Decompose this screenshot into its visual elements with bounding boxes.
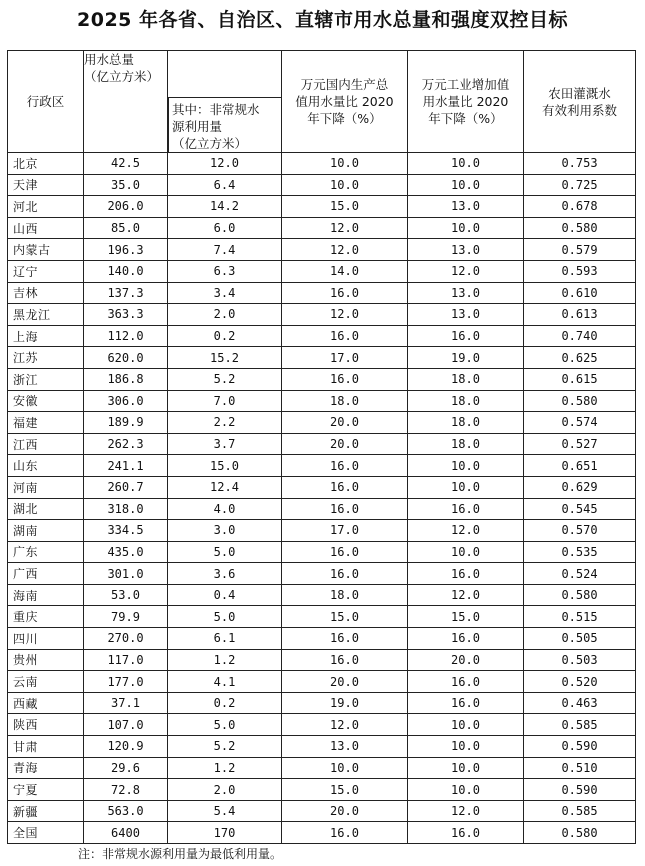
cell-irrigation-coefficient: 0.615 bbox=[524, 368, 636, 390]
cell-industry-reduction: 16.0 bbox=[408, 822, 524, 844]
cell-industry-reduction: 16.0 bbox=[408, 692, 524, 714]
cell-region: 湖北 bbox=[8, 498, 84, 520]
table-row bbox=[8, 347, 636, 369]
cell-nonconventional-water: 2.0 bbox=[168, 304, 282, 326]
table-row bbox=[8, 153, 636, 175]
header-irr-line2: 有效利用系数 bbox=[541, 102, 617, 118]
cell-region: 河南 bbox=[8, 476, 84, 498]
cell-nonconventional-water: 1.2 bbox=[168, 757, 282, 779]
page-title: 2025 年各省、自治区、直辖市用水总量和强度双控目标 bbox=[77, 9, 568, 31]
table-header-row bbox=[8, 51, 636, 153]
cell-nonconventional-water: 3.4 bbox=[168, 282, 282, 304]
cell-nonconventional-water: 15.0 bbox=[168, 455, 282, 477]
header-total-water bbox=[84, 51, 168, 153]
cell-total-water: 112.0 bbox=[84, 325, 168, 347]
cell-region: 山东 bbox=[8, 455, 84, 477]
cell-irrigation-coefficient: 0.678 bbox=[524, 196, 636, 218]
cell-industry-reduction: 13.0 bbox=[408, 239, 524, 261]
cell-irrigation-coefficient: 0.503 bbox=[524, 649, 636, 671]
cell-industry-reduction: 18.0 bbox=[408, 368, 524, 390]
cell-irrigation-coefficient: 0.610 bbox=[524, 282, 636, 304]
cell-total-water: 137.3 bbox=[84, 282, 168, 304]
cell-industry-reduction: 15.0 bbox=[408, 606, 524, 628]
cell-industry-reduction: 10.0 bbox=[408, 736, 524, 758]
table-row bbox=[8, 628, 636, 650]
cell-industry-reduction: 18.0 bbox=[408, 390, 524, 412]
cell-nonconventional-water: 6.4 bbox=[168, 174, 282, 196]
cell-gdp-reduction: 12.0 bbox=[282, 217, 408, 239]
cell-region: 甘肃 bbox=[8, 736, 84, 758]
cell-nonconventional-water: 0.2 bbox=[168, 692, 282, 714]
cell-industry-reduction: 12.0 bbox=[408, 260, 524, 282]
table-row bbox=[8, 239, 636, 261]
cell-gdp-reduction: 15.0 bbox=[282, 196, 408, 218]
cell-gdp-reduction: 16.0 bbox=[282, 628, 408, 650]
cell-industry-reduction: 16.0 bbox=[408, 628, 524, 650]
cell-region: 海南 bbox=[8, 584, 84, 606]
cell-industry-reduction: 10.0 bbox=[408, 476, 524, 498]
cell-irrigation-coefficient: 0.527 bbox=[524, 433, 636, 455]
cell-nonconventional-water: 0.4 bbox=[168, 584, 282, 606]
cell-total-water: 189.9 bbox=[84, 412, 168, 434]
cell-total-water: 35.0 bbox=[84, 174, 168, 196]
cell-nonconventional-water: 5.0 bbox=[168, 541, 282, 563]
cell-total-water: 435.0 bbox=[84, 541, 168, 563]
table-row bbox=[8, 757, 636, 779]
cell-total-water: 117.0 bbox=[84, 649, 168, 671]
cell-gdp-reduction: 12.0 bbox=[282, 239, 408, 261]
header-nonconv-line3: （亿立方米） bbox=[172, 136, 248, 151]
header-nonconv-line1: 其中：非常规水 bbox=[172, 102, 260, 117]
table-row bbox=[8, 649, 636, 671]
cell-gdp-reduction: 16.0 bbox=[282, 822, 408, 844]
cell-gdp-reduction: 16.0 bbox=[282, 476, 408, 498]
table-row bbox=[8, 563, 636, 585]
cell-irrigation-coefficient: 0.545 bbox=[524, 498, 636, 520]
cell-gdp-reduction: 16.0 bbox=[282, 541, 408, 563]
cell-region: 宁夏 bbox=[8, 779, 84, 801]
cell-irrigation-coefficient: 0.629 bbox=[524, 476, 636, 498]
cell-gdp-reduction: 12.0 bbox=[282, 304, 408, 326]
cell-irrigation-coefficient: 0.580 bbox=[524, 822, 636, 844]
cell-region: 福建 bbox=[8, 412, 84, 434]
table-row bbox=[8, 714, 636, 736]
cell-total-water: 306.0 bbox=[84, 390, 168, 412]
table-row bbox=[8, 498, 636, 520]
cell-nonconventional-water: 0.2 bbox=[168, 325, 282, 347]
cell-industry-reduction: 12.0 bbox=[408, 520, 524, 542]
cell-industry-reduction: 10.0 bbox=[408, 174, 524, 196]
cell-industry-reduction: 16.0 bbox=[408, 325, 524, 347]
cell-gdp-reduction: 20.0 bbox=[282, 433, 408, 455]
cell-nonconventional-water: 4.1 bbox=[168, 671, 282, 693]
cell-gdp-reduction: 19.0 bbox=[282, 692, 408, 714]
cell-gdp-reduction: 18.0 bbox=[282, 584, 408, 606]
cell-gdp-reduction: 13.0 bbox=[282, 736, 408, 758]
cell-region: 江西 bbox=[8, 433, 84, 455]
table-row bbox=[8, 217, 636, 239]
cell-total-water: 37.1 bbox=[84, 692, 168, 714]
cell-gdp-reduction: 16.0 bbox=[282, 368, 408, 390]
cell-gdp-reduction: 17.0 bbox=[282, 347, 408, 369]
cell-nonconventional-water: 3.0 bbox=[168, 520, 282, 542]
cell-gdp-reduction: 16.0 bbox=[282, 325, 408, 347]
table-row bbox=[8, 455, 636, 477]
cell-irrigation-coefficient: 0.510 bbox=[524, 757, 636, 779]
cell-gdp-reduction: 16.0 bbox=[282, 649, 408, 671]
cell-nonconventional-water: 2.2 bbox=[168, 412, 282, 434]
cell-total-water: 120.9 bbox=[84, 736, 168, 758]
cell-region: 全国 bbox=[8, 822, 84, 844]
cell-nonconventional-water: 5.0 bbox=[168, 606, 282, 628]
table-row bbox=[8, 476, 636, 498]
cell-nonconventional-water: 5.2 bbox=[168, 736, 282, 758]
cell-total-water: 186.8 bbox=[84, 368, 168, 390]
cell-gdp-reduction: 10.0 bbox=[282, 153, 408, 175]
cell-gdp-reduction: 14.0 bbox=[282, 260, 408, 282]
cell-irrigation-coefficient: 0.505 bbox=[524, 628, 636, 650]
cell-irrigation-coefficient: 0.651 bbox=[524, 455, 636, 477]
cell-gdp-reduction: 20.0 bbox=[282, 671, 408, 693]
cell-irrigation-coefficient: 0.613 bbox=[524, 304, 636, 326]
table-row bbox=[8, 800, 636, 822]
cell-irrigation-coefficient: 0.593 bbox=[524, 260, 636, 282]
header-irrigation-coefficient bbox=[524, 51, 636, 153]
cell-industry-reduction: 10.0 bbox=[408, 779, 524, 801]
cell-region: 青海 bbox=[8, 757, 84, 779]
cell-gdp-reduction: 20.0 bbox=[282, 800, 408, 822]
cell-gdp-reduction: 16.0 bbox=[282, 563, 408, 585]
header-ind-line3: 年下降（%） bbox=[428, 111, 503, 126]
cell-region: 山西 bbox=[8, 217, 84, 239]
cell-total-water: 177.0 bbox=[84, 671, 168, 693]
cell-industry-reduction: 19.0 bbox=[408, 347, 524, 369]
cell-irrigation-coefficient: 0.535 bbox=[524, 541, 636, 563]
table-row bbox=[8, 584, 636, 606]
header-nonconventional-water bbox=[168, 51, 282, 153]
table-row bbox=[8, 282, 636, 304]
cell-total-water: 241.1 bbox=[84, 455, 168, 477]
cell-region: 陕西 bbox=[8, 714, 84, 736]
cell-total-water: 318.0 bbox=[84, 498, 168, 520]
cell-irrigation-coefficient: 0.740 bbox=[524, 325, 636, 347]
cell-region: 贵州 bbox=[8, 649, 84, 671]
cell-total-water: 260.7 bbox=[84, 476, 168, 498]
cell-region: 上海 bbox=[8, 325, 84, 347]
table-row bbox=[8, 520, 636, 542]
cell-gdp-reduction: 16.0 bbox=[282, 498, 408, 520]
cell-irrigation-coefficient: 0.580 bbox=[524, 390, 636, 412]
cell-total-water: 620.0 bbox=[84, 347, 168, 369]
table-row bbox=[8, 822, 636, 844]
cell-irrigation-coefficient: 0.515 bbox=[524, 606, 636, 628]
table-body bbox=[8, 153, 636, 844]
header-ind-line2: 用水量比 2020 bbox=[422, 94, 509, 109]
cell-region: 天津 bbox=[8, 174, 84, 196]
cell-irrigation-coefficient: 0.520 bbox=[524, 671, 636, 693]
cell-region: 西藏 bbox=[8, 692, 84, 714]
cell-irrigation-coefficient: 0.590 bbox=[524, 779, 636, 801]
cell-irrigation-coefficient: 0.725 bbox=[524, 174, 636, 196]
cell-total-water: 53.0 bbox=[84, 584, 168, 606]
nonconventional-subheader-box bbox=[168, 97, 281, 152]
header-gdp-line3: 年下降（%） bbox=[307, 111, 382, 126]
cell-nonconventional-water: 7.0 bbox=[168, 390, 282, 412]
cell-nonconventional-water: 6.1 bbox=[168, 628, 282, 650]
table-row bbox=[8, 433, 636, 455]
cell-gdp-reduction: 12.0 bbox=[282, 714, 408, 736]
header-gdp-line2: 值用水量比 2020 bbox=[295, 94, 394, 109]
table-row bbox=[8, 368, 636, 390]
table-row bbox=[8, 412, 636, 434]
table-row bbox=[8, 692, 636, 714]
table-row bbox=[8, 736, 636, 758]
table-row bbox=[8, 541, 636, 563]
header-nonconv-line2: 源利用量 bbox=[172, 119, 223, 134]
cell-region: 广东 bbox=[8, 541, 84, 563]
cell-nonconventional-water: 4.0 bbox=[168, 498, 282, 520]
cell-industry-reduction: 20.0 bbox=[408, 649, 524, 671]
targets-table bbox=[7, 50, 636, 844]
cell-region: 北京 bbox=[8, 153, 84, 175]
cell-irrigation-coefficient: 0.625 bbox=[524, 347, 636, 369]
cell-irrigation-coefficient: 0.585 bbox=[524, 800, 636, 822]
cell-industry-reduction: 16.0 bbox=[408, 563, 524, 585]
cell-total-water: 107.0 bbox=[84, 714, 168, 736]
table-row bbox=[8, 606, 636, 628]
cell-region: 重庆 bbox=[8, 606, 84, 628]
cell-nonconventional-water: 5.4 bbox=[168, 800, 282, 822]
cell-region: 广西 bbox=[8, 563, 84, 585]
cell-industry-reduction: 18.0 bbox=[408, 433, 524, 455]
header-total-line2: （亿立方米） bbox=[84, 69, 160, 84]
cell-total-water: 270.0 bbox=[84, 628, 168, 650]
cell-industry-reduction: 12.0 bbox=[408, 584, 524, 606]
cell-irrigation-coefficient: 0.463 bbox=[524, 692, 636, 714]
cell-irrigation-coefficient: 0.574 bbox=[524, 412, 636, 434]
header-industry-water-reduction bbox=[408, 51, 524, 153]
cell-industry-reduction: 10.0 bbox=[408, 153, 524, 175]
cell-nonconventional-water: 3.7 bbox=[168, 433, 282, 455]
cell-industry-reduction: 10.0 bbox=[408, 217, 524, 239]
cell-region: 黑龙江 bbox=[8, 304, 84, 326]
header-total-line1: 用水总量 bbox=[84, 52, 135, 67]
cell-irrigation-coefficient: 0.580 bbox=[524, 217, 636, 239]
cell-irrigation-coefficient: 0.585 bbox=[524, 714, 636, 736]
cell-irrigation-coefficient: 0.524 bbox=[524, 563, 636, 585]
cell-gdp-reduction: 15.0 bbox=[282, 606, 408, 628]
cell-total-water: 79.9 bbox=[84, 606, 168, 628]
cell-gdp-reduction: 18.0 bbox=[282, 390, 408, 412]
cell-irrigation-coefficient: 0.580 bbox=[524, 584, 636, 606]
cell-irrigation-coefficient: 0.590 bbox=[524, 736, 636, 758]
cell-nonconventional-water: 14.2 bbox=[168, 196, 282, 218]
header-region: 行政区 bbox=[8, 51, 84, 153]
cell-industry-reduction: 18.0 bbox=[408, 412, 524, 434]
table-row bbox=[8, 174, 636, 196]
cell-total-water: 42.5 bbox=[84, 153, 168, 175]
cell-total-water: 301.0 bbox=[84, 563, 168, 585]
cell-gdp-reduction: 16.0 bbox=[282, 455, 408, 477]
cell-industry-reduction: 10.0 bbox=[408, 757, 524, 779]
cell-region: 四川 bbox=[8, 628, 84, 650]
cell-region: 吉林 bbox=[8, 282, 84, 304]
header-irr-line1: 农田灌溉水 bbox=[548, 85, 611, 101]
cell-nonconventional-water: 170 bbox=[168, 822, 282, 844]
cell-gdp-reduction: 17.0 bbox=[282, 520, 408, 542]
cell-total-water: 72.8 bbox=[84, 779, 168, 801]
cell-nonconventional-water: 3.6 bbox=[168, 563, 282, 585]
cell-total-water: 206.0 bbox=[84, 196, 168, 218]
cell-industry-reduction: 13.0 bbox=[408, 196, 524, 218]
cell-industry-reduction: 16.0 bbox=[408, 498, 524, 520]
cell-total-water: 196.3 bbox=[84, 239, 168, 261]
cell-nonconventional-water: 15.2 bbox=[168, 347, 282, 369]
cell-gdp-reduction: 15.0 bbox=[282, 779, 408, 801]
header-ind-line1: 万元工业增加值 bbox=[421, 77, 510, 92]
footnote: 注：非常规水源利用量为最低利用量。 bbox=[78, 847, 283, 861]
cell-region: 安徽 bbox=[8, 390, 84, 412]
cell-region: 辽宁 bbox=[8, 260, 84, 282]
cell-region: 湖南 bbox=[8, 520, 84, 542]
cell-nonconventional-water: 12.0 bbox=[168, 153, 282, 175]
cell-nonconventional-water: 12.4 bbox=[168, 476, 282, 498]
cell-industry-reduction: 16.0 bbox=[408, 671, 524, 693]
cell-total-water: 6400 bbox=[84, 822, 168, 844]
cell-irrigation-coefficient: 0.570 bbox=[524, 520, 636, 542]
cell-total-water: 563.0 bbox=[84, 800, 168, 822]
cell-gdp-reduction: 20.0 bbox=[282, 412, 408, 434]
cell-nonconventional-water: 5.2 bbox=[168, 368, 282, 390]
cell-industry-reduction: 10.0 bbox=[408, 714, 524, 736]
cell-region: 内蒙古 bbox=[8, 239, 84, 261]
cell-gdp-reduction: 16.0 bbox=[282, 282, 408, 304]
cell-nonconventional-water: 5.0 bbox=[168, 714, 282, 736]
cell-region: 云南 bbox=[8, 671, 84, 693]
cell-gdp-reduction: 10.0 bbox=[282, 757, 408, 779]
cell-total-water: 140.0 bbox=[84, 260, 168, 282]
cell-industry-reduction: 10.0 bbox=[408, 541, 524, 563]
cell-total-water: 29.6 bbox=[84, 757, 168, 779]
table-row bbox=[8, 304, 636, 326]
cell-total-water: 262.3 bbox=[84, 433, 168, 455]
cell-region: 江苏 bbox=[8, 347, 84, 369]
cell-industry-reduction: 13.0 bbox=[408, 282, 524, 304]
cell-industry-reduction: 12.0 bbox=[408, 800, 524, 822]
header-gdp-line1: 万元国内生产总 bbox=[300, 77, 389, 92]
cell-industry-reduction: 13.0 bbox=[408, 304, 524, 326]
cell-industry-reduction: 10.0 bbox=[408, 455, 524, 477]
cell-total-water: 85.0 bbox=[84, 217, 168, 239]
cell-irrigation-coefficient: 0.579 bbox=[524, 239, 636, 261]
cell-total-water: 334.5 bbox=[84, 520, 168, 542]
table-row bbox=[8, 779, 636, 801]
table-row bbox=[8, 671, 636, 693]
cell-nonconventional-water: 1.2 bbox=[168, 649, 282, 671]
cell-nonconventional-water: 6.3 bbox=[168, 260, 282, 282]
cell-region: 新疆 bbox=[8, 800, 84, 822]
table-row bbox=[8, 196, 636, 218]
cell-gdp-reduction: 10.0 bbox=[282, 174, 408, 196]
cell-region: 河北 bbox=[8, 196, 84, 218]
cell-nonconventional-water: 2.0 bbox=[168, 779, 282, 801]
cell-region: 浙江 bbox=[8, 368, 84, 390]
cell-nonconventional-water: 6.0 bbox=[168, 217, 282, 239]
table-row bbox=[8, 325, 636, 347]
header-gdp-water-reduction bbox=[282, 51, 408, 153]
table-row bbox=[8, 390, 636, 412]
cell-irrigation-coefficient: 0.753 bbox=[524, 153, 636, 175]
cell-total-water: 363.3 bbox=[84, 304, 168, 326]
cell-nonconventional-water: 7.4 bbox=[168, 239, 282, 261]
table-row bbox=[8, 260, 636, 282]
